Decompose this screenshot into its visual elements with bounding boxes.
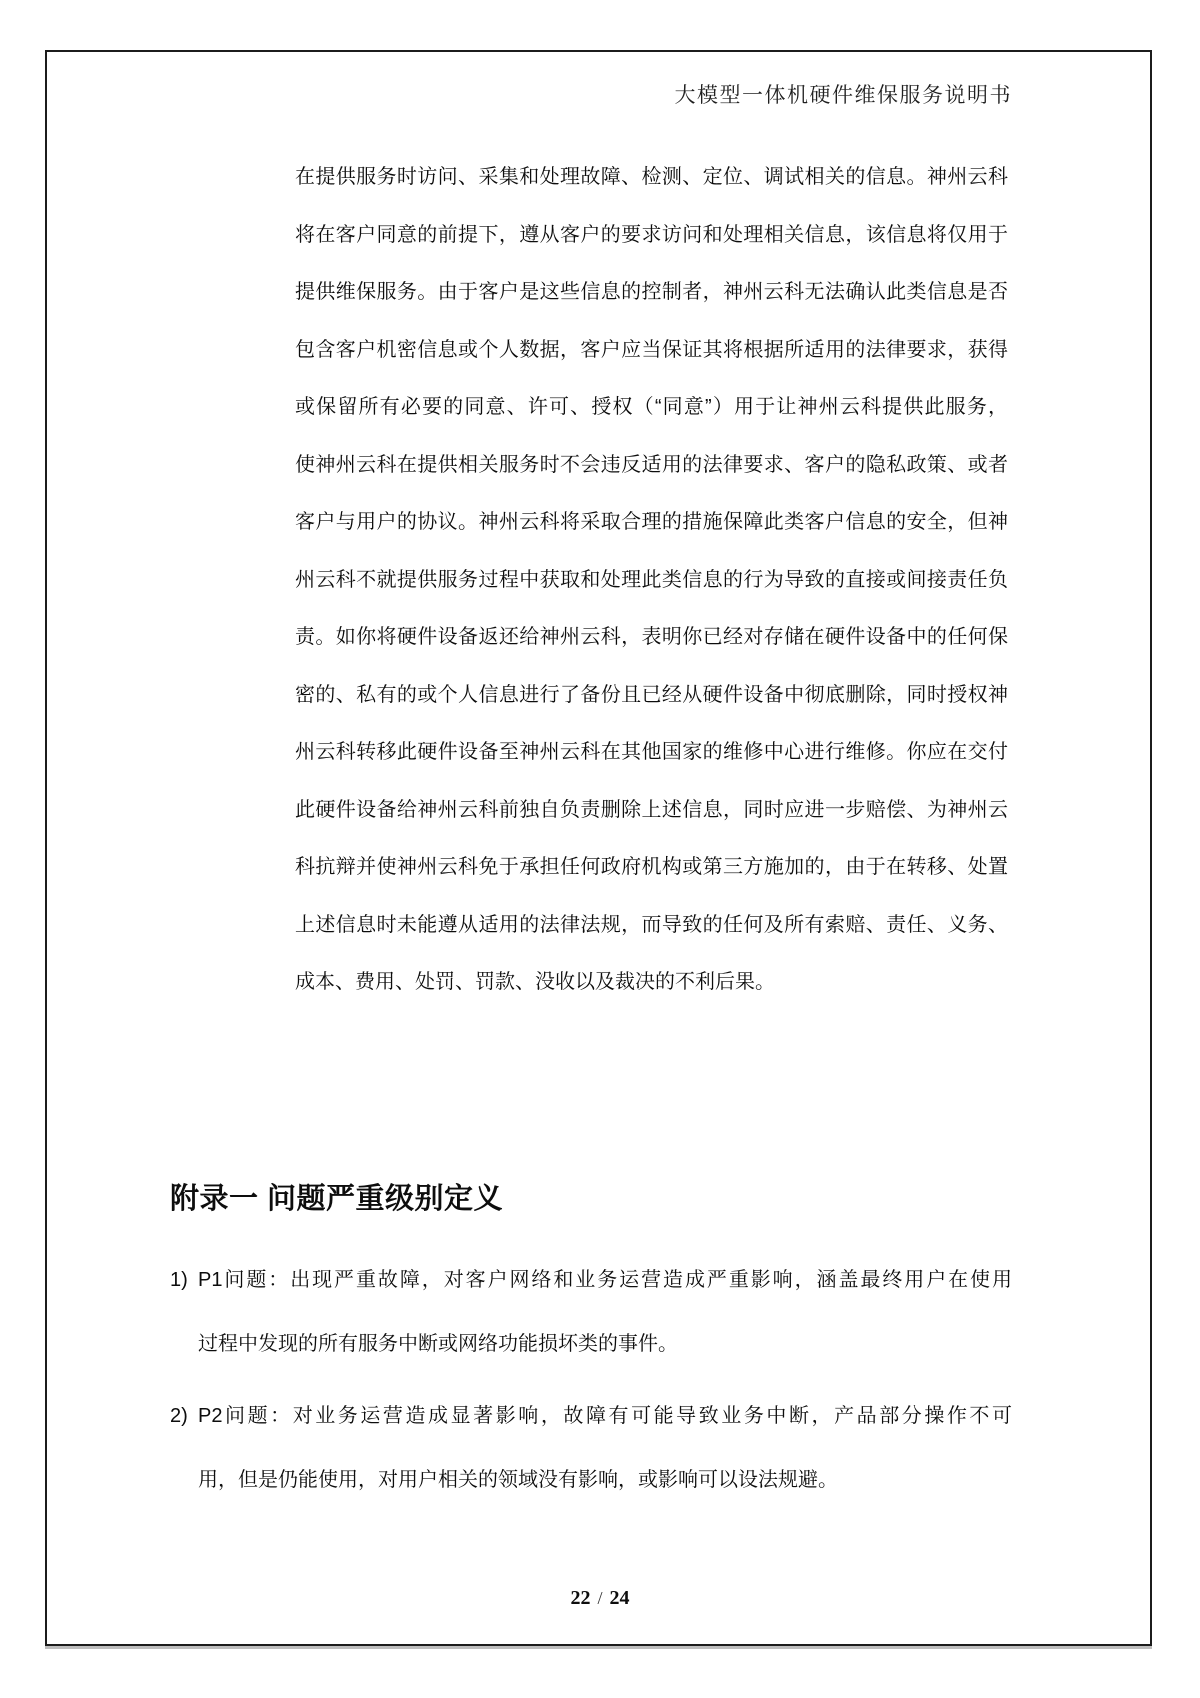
- paragraph-line: 客户与用户的协议。神州云科将采取合理的措施保障此类客户信息的安全，但神: [295, 511, 1008, 533]
- paragraph-line: 此硬件设备给神州云科前独自负责删除上述信息，同时应进一步赔偿、为神州云: [295, 798, 1008, 821]
- paragraph-line: 使神州云科在提供相关服务时不会违反适用的法律要求、客户的隐私政策、或者: [295, 453, 1008, 476]
- paragraph-line: 密的、私有的或个人信息进行了备份且已经从硬件设备中彻底删除，同时授权神: [295, 683, 1008, 706]
- list-item-line: P1问题：出现严重故障，对客户网络和业务运营造成严重影响，涵盖最终用户在使用: [198, 1269, 1012, 1291]
- list-item-p2: [170, 1384, 1012, 1512]
- list-item-text: [198, 1248, 1012, 1376]
- list-item-text: [198, 1384, 1012, 1512]
- current-page-number: 22: [570, 1587, 591, 1609]
- list-item-line: P2问题：对业务运营造成显著影响，故障有可能导致业务中断，产品部分操作不可: [198, 1405, 1012, 1427]
- paragraph-line: 上述信息时未能遵从适用的法律法规，而导致的任何及所有索赔、责任、义务、: [295, 913, 1008, 936]
- paragraph-line: 科抗辩并使神州云科免于承担任何政府机构或第三方施加的，由于在转移、处置: [295, 856, 1008, 878]
- list-item-line: 过程中发现的所有服务中断或网络功能损坏类的事件。: [198, 1333, 678, 1355]
- paragraph-line: 在提供服务时访问、采集和处理故障、检测、定位、调试相关的信息。神州云科: [295, 166, 1008, 188]
- paragraph-line: 将在客户同意的前提下，遵从客户的要求访问和处理相关信息，该信息将仅用于: [295, 223, 1008, 246]
- page-header-title: 大模型一体机硬件维保服务说明书: [674, 83, 1012, 107]
- paragraph-line: 包含客户机密信息或个人数据，客户应当保证其将根据所适用的法律要求，获得: [295, 338, 1008, 361]
- total-page-count: 24: [609, 1587, 630, 1609]
- list-item-line: 用，但是仍能使用，对用户相关的领域没有影响，或影响可以设法规避。: [198, 1469, 838, 1491]
- list-item-p1: [170, 1248, 1012, 1376]
- paragraph-line: 责。如你将硬件设备返还给神州云科，表明你已经对存储在硬件设备中的任何保: [295, 626, 1008, 648]
- body-paragraph: [295, 149, 1008, 1012]
- paragraph-line: 州云科转移此硬件设备至神州云科在其他国家的维修中心进行维修。你应在交付: [295, 741, 1008, 763]
- paragraph-line: 或保留所有必要的同意、许可、授权（“同意”）用于让神州云科提供此服务，: [295, 396, 1008, 418]
- page-number-separator: /: [597, 1588, 603, 1608]
- list-item-number: 2): [170, 1405, 188, 1427]
- list-item-number: 1): [170, 1269, 188, 1291]
- paragraph-line: 提供维保服务。由于客户是这些信息的控制者，神州云科无法确认此类信息是否: [295, 281, 1008, 303]
- appendix-heading: 附录一 问题严重级别定义: [170, 1183, 504, 1215]
- paragraph-line: 成本、费用、处罚、罚款、没收以及裁决的不利后果。: [295, 971, 775, 993]
- severity-definition-list: [170, 1248, 1012, 1512]
- paragraph-line: 州云科不就提供服务过程中获取和处理此类信息的行为导致的直接或间接责任负: [295, 568, 1008, 591]
- page-footer: [0, 1586, 1200, 1610]
